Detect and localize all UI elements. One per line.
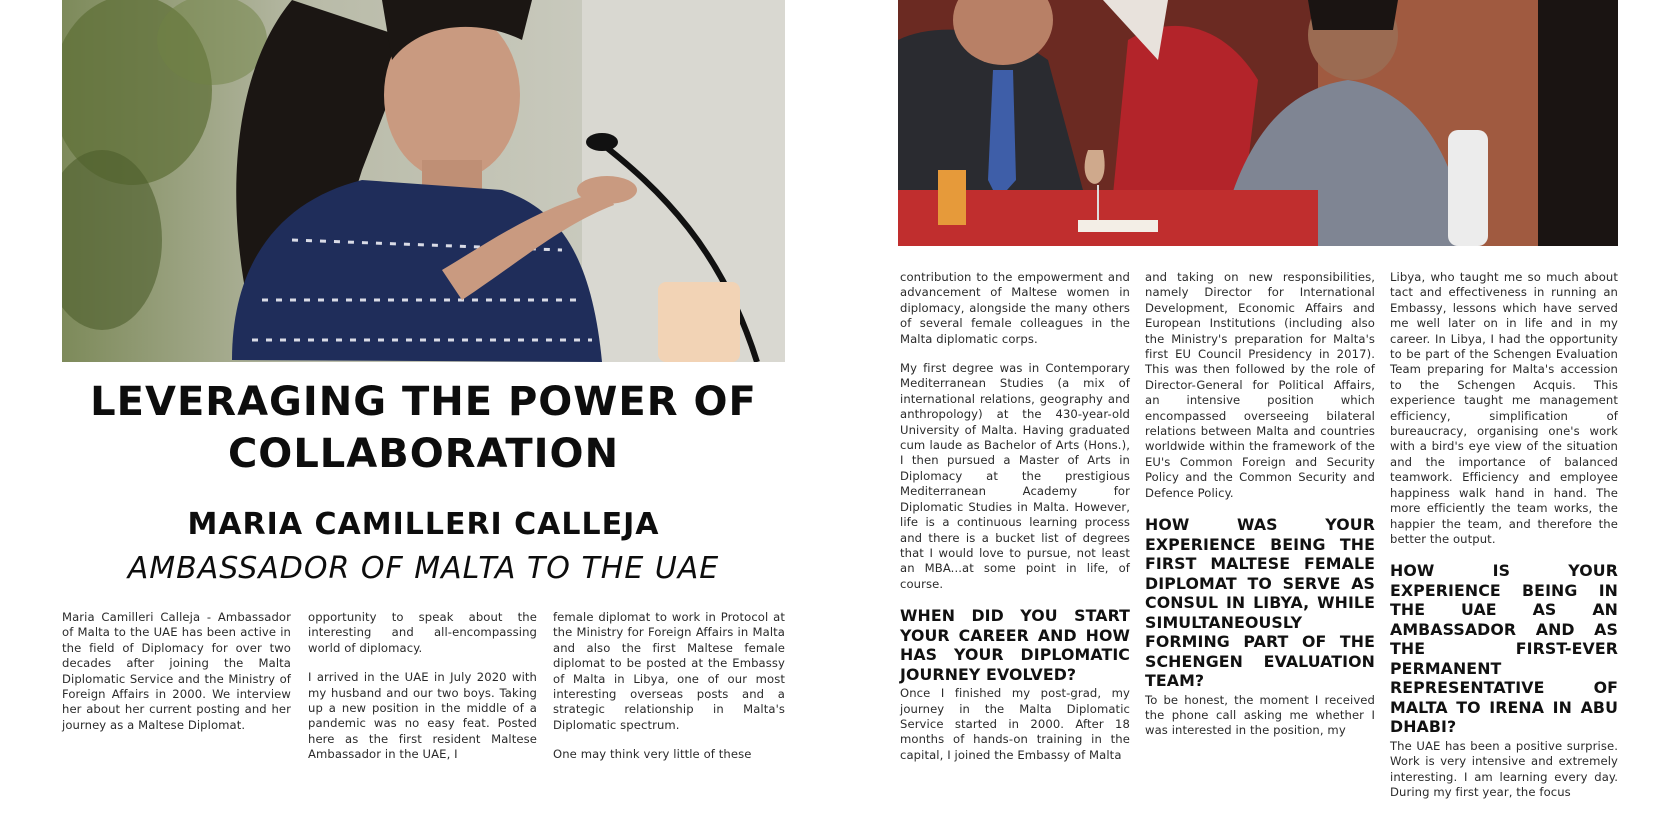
article-title-line2: COLLABORATION [227, 431, 620, 477]
right-column-2 [1145, 270, 1375, 753]
right-col3-paragraph-2: The UAE has been a positive surprise. Work is very intensive and extremely interesting. I am learning every day. During my first year, the focus [1390, 738, 1618, 800]
question-heading-libya: HOW WAS YOUR EXPERIENCE BEING THE FIRST MALTESE FEMALE DIPLOMAT TO SERVE AS CONSUL IN LIBYA, WHILE SIMULTANEOUSLY FORMING PART OF THE SCHENGEN EVALUATION TEAM? [1145, 515, 1375, 691]
left-col3-paragraph-1: female diplomat to work in Protocol at the Ministry for Foreign Affairs in Malta and also the first Maltese female diplomat to be posted at the Embassy of Malta in Libya, one of our most interesting overseas posts and a strategic relationship in Malta's Diplomatic spectrum. [553, 610, 785, 732]
right-col1-paragraph-1: contribution to the empowerment and advancement of Maltese women in diplomacy, alongside the many others of several female colleagues in the Malta diplomatic corps. [900, 270, 1130, 346]
article-title [62, 376, 785, 480]
question-heading-uae: HOW IS YOUR EXPERIENCE BEING IN THE UAE AS AN AMBASSADOR AND AS THE FIRST-EVER PERMANENT REPRESENTATIVE OF MALTA TO IRENA IN ABU DHABI? [1390, 561, 1618, 737]
article-title-line1: LEVERAGING THE POWER OF [90, 379, 757, 425]
intro-paragraph: Maria Camilleri Calleja - Ambassador of Malta to the UAE has been active in the field of Diplomacy for over two decades after joining the Malta Diplomatic Service and the Ministry of Foreign Affairs in 2000. We interview her about her current posting and her journey as a Maltese Diplomat. [62, 610, 291, 732]
left-col2-paragraph-2: I arrived in the UAE in July 2020 with my husband and our two boys. Taking up a new position in the middle of a pandemic was no easy feat. Posted here as the first resident Maltese Ambassador in the UAE, I [308, 670, 537, 762]
left-column-3 [553, 610, 785, 777]
right-col1-paragraph-3: Once I finished my post-grad, my journey in the Malta Diplomatic Service started in 2000. After 18 months of hands-on training in the capital, I joined the Embassy of Malta [900, 686, 1130, 762]
right-col3-paragraph-1: Libya, who taught me so much about tact and effectiveness in running an Embassy, lessons which have served me well later on in life and in my career. In Libya, I had the opportunity to be part of the Schengen Evaluation Team preparing for Malta's accession to the Schengen Acquis. This experience taught me management efficiency, simplification of bureaucracy, organising one's work with a bird's eye view of the situation and the importance of balanced teamwork. Efficiency and employee happiness walk hand in hand. The more efficiently the team works, the happier the team, and therefore the better the output. [1390, 270, 1618, 546]
left-col2-paragraph-1: opportunity to speak about the interesting and all-encompassing world of diplomacy. [308, 610, 537, 655]
left-column-1 [62, 610, 291, 747]
right-col2-paragraph-2: To be honest, the moment I received the phone call asking me whether I was interested in the position, my [1145, 692, 1375, 738]
meeting-photo [898, 0, 1618, 246]
right-col2-paragraph-1: and taking on new responsibilities, namely Director for International Development, Economic Affairs and European Institutions (including also the Ministry's preparation for Malta's first EU Council Presidency in 2017). This was then followed by the role of Director-General for Political Affairs, an intensive position which encompassed overseeing bilateral relations between Malta and countries worldwide within the framework of the EU's Common Foreign and Security Policy and the Common Security and Defence Policy. [1145, 270, 1375, 500]
question-heading-career: WHEN DID YOU START YOUR CAREER AND HOW HAS YOUR DIPLOMATIC JOURNEY EVOLVED? [900, 606, 1130, 684]
speaker-photo [62, 0, 785, 362]
right-column-1 [900, 270, 1130, 777]
interviewee-role: AMBASSADOR OF MALTA TO THE UAE [127, 551, 720, 586]
left-column-2 [308, 610, 537, 777]
interviewee-name: MARIA CAMILLERI CALLEJA [187, 507, 660, 542]
left-col3-paragraph-2: One may think very little of these [553, 747, 752, 762]
right-column-3 [1390, 270, 1618, 814]
right-col1-paragraph-2: My first degree was in Contemporary Mediterranean Studies (a mix of international relations, geography and anthropology) at the 430-year-old University of Malta. Having graduated cum laude as Bachelor of Arts (Hons.), I then pursued a Master of Arts in Diplomacy at the prestigious Mediterranean Academy for Diplomatic Studies in Malta. However, life is a continuous learning process and there is a bucket list of degrees that I would love to pursue, not least an MBA...at some point in life, of course. [900, 361, 1130, 591]
